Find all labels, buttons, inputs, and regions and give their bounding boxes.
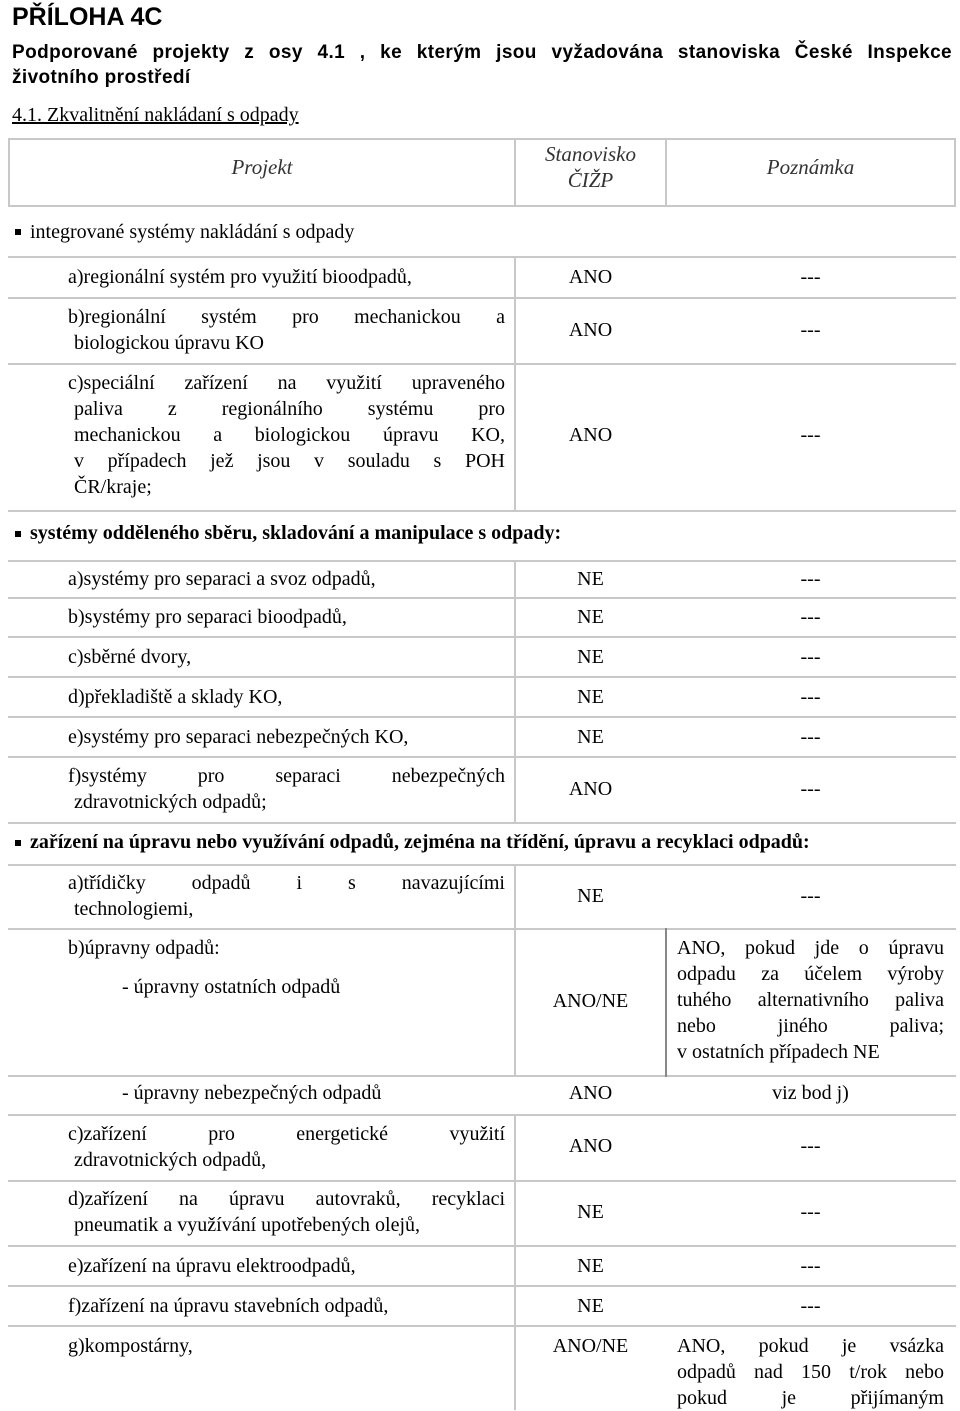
status-cell: NE [577, 1295, 604, 1317]
table-row-line2: technologiemi, [74, 898, 194, 920]
table-row: d)překladiště a sklady KO, [68, 686, 283, 708]
column-header-stanovisko-2: ČIŽP [567, 168, 614, 192]
row-border [8, 256, 956, 258]
row-border [8, 1325, 956, 1327]
status-cell: NE [577, 686, 604, 708]
status-cell: ANO/NE [552, 1335, 629, 1357]
page-subtitle-line2: životního prostředí [12, 67, 191, 88]
row-border [8, 560, 956, 562]
note-cell: --- [800, 686, 821, 708]
note-cell-line5: v ostatních případech NE [677, 1041, 880, 1063]
status-cell: NE [577, 726, 604, 748]
row-border [8, 716, 956, 718]
row-border [8, 1180, 956, 1182]
table-row: f)zařízení na úpravu stavebních odpadů, [68, 1295, 389, 1317]
note-cell-line2: odpadů nad 150 t/rok nebo [677, 1361, 944, 1383]
note-cell-line3: tuhého alternativního paliva [677, 989, 944, 1011]
table-row-line4: v případech jež jsou v souladu s POH [74, 450, 505, 472]
column-header-stanovisko: Stanovisko [545, 142, 636, 166]
note-cell: viz bod j) [772, 1082, 849, 1104]
column-header-poznamka: Poznámka [766, 155, 855, 179]
row-border [8, 1245, 956, 1247]
table-border [8, 205, 956, 207]
note-cell: --- [800, 1255, 821, 1277]
table-row-line3: mechanickou a biologickou úpravu KO, [74, 424, 505, 446]
column-header-projekt: Projekt [231, 155, 293, 179]
table-row: f)systémy pro separaci nebezpečných [68, 765, 505, 787]
bullet-icon [15, 840, 21, 846]
row-border [8, 822, 956, 824]
note-cell: --- [800, 319, 821, 341]
table-border [8, 138, 956, 140]
note-cell: --- [800, 1295, 821, 1317]
row-border [8, 363, 956, 365]
table-row: a)regionální systém pro využití bioodpadů, [68, 266, 412, 288]
status-cell: NE [577, 568, 604, 590]
row-border [8, 597, 956, 599]
note-cell: --- [800, 1135, 821, 1157]
note-cell-line2: odpadu za účelem výroby [677, 963, 944, 985]
row-border [8, 864, 956, 866]
table-row: - úpravny nebezpečných odpadů [122, 1082, 382, 1104]
table-row: b)regionální systém pro mechanickou a [68, 306, 505, 328]
page-subtitle: Podporované projekty z osy 4.1 , ke kterým jsou vyžadována stanoviska České Inspekce [12, 42, 952, 63]
row-border [8, 928, 956, 930]
table-row: e)zařízení na úpravu elektroodpadů, [68, 1255, 356, 1277]
table-row-line2: paliva z regionálního systému pro [74, 398, 505, 420]
note-cell: --- [800, 266, 821, 288]
table-row-line2: zdravotnických odpadů; [74, 791, 267, 813]
bullet-icon [15, 531, 21, 537]
status-cell: NE [577, 885, 604, 907]
note-cell: ANO, pokud jde o úpravu [677, 937, 944, 959]
status-cell: ANO [568, 1135, 613, 1157]
row-border [8, 676, 956, 678]
note-cell-line4: nebo jiného paliva; [677, 1015, 944, 1037]
status-cell: NE [577, 1201, 604, 1223]
note-cell: ANO, pokud je vsázka [677, 1335, 944, 1357]
note-cell: --- [800, 1201, 821, 1223]
row-border [8, 756, 956, 758]
note-cell: --- [800, 606, 821, 628]
table-row: c)sběrné dvory, [68, 646, 192, 668]
status-cell: ANO [568, 778, 613, 800]
row-border [8, 636, 956, 638]
table-row: g)kompostárny, [68, 1335, 193, 1357]
table-row-line5: ČR/kraje; [74, 476, 152, 498]
row-border [8, 510, 956, 512]
table-row-line2: zdravotnických odpadů, [74, 1149, 267, 1171]
table-row: b)systémy pro separaci bioodpadů, [68, 606, 347, 628]
note-cell: --- [800, 568, 821, 590]
table-row: b)úpravny odpadů: [68, 937, 220, 959]
status-cell: ANO [568, 424, 613, 446]
status-cell: NE [577, 606, 604, 628]
category-integrated-systems: integrované systémy nakládání s odpady [30, 221, 355, 243]
status-cell: ANO [568, 1082, 613, 1104]
row-border [8, 1075, 956, 1077]
table-row: c)speciální zařízení na využití upraveného [68, 372, 505, 394]
note-cell: --- [800, 885, 821, 907]
table-row-line2: - úpravny ostatních odpadů [122, 976, 341, 998]
table-border [954, 138, 956, 207]
table-row: e)systémy pro separaci nebezpečných KO, [68, 726, 409, 748]
note-cell: --- [800, 778, 821, 800]
row-border [8, 1285, 956, 1287]
table-row-line2: biologickou úpravu KO [74, 332, 264, 354]
status-cell: NE [577, 646, 604, 668]
table-row: d)zařízení na úpravu autovraků, recyklaci [68, 1188, 505, 1210]
table-row: a)systémy pro separaci a svoz odpadů, [68, 568, 376, 590]
row-border [8, 297, 956, 299]
note-cell: --- [800, 726, 821, 748]
note-cell: --- [800, 424, 821, 446]
section-title: 4.1. Zkvalitnění nakládaní s odpady [12, 104, 299, 126]
category-treatment-facilities: zařízení na úpravu nebo využívání odpadů, zejména na třídění, úpravu a recyklaci odpadů: [30, 831, 810, 853]
column-border [514, 256, 516, 512]
table-row-line2: pneumatik a využívání upotřebených olejů, [74, 1214, 421, 1236]
bullet-icon [15, 229, 21, 235]
page-title: PŘÍLOHA 4C [12, 3, 163, 31]
note-cell-line3: pokud je přijímaným [677, 1387, 944, 1409]
column-border [665, 928, 667, 1077]
note-cell: --- [800, 646, 821, 668]
status-cell: NE [577, 1255, 604, 1277]
category-separate-collection: systémy odděleného sběru, skladování a manipulace s odpady: [30, 522, 562, 544]
table-row: a)třídičky odpadů i s navazujícími [68, 872, 505, 894]
table-row: c)zařízení pro energetické využití [68, 1123, 505, 1145]
status-cell: ANO [568, 266, 613, 288]
row-border [8, 1114, 956, 1116]
status-cell: ANO/NE [552, 990, 629, 1012]
status-cell: ANO [568, 319, 613, 341]
